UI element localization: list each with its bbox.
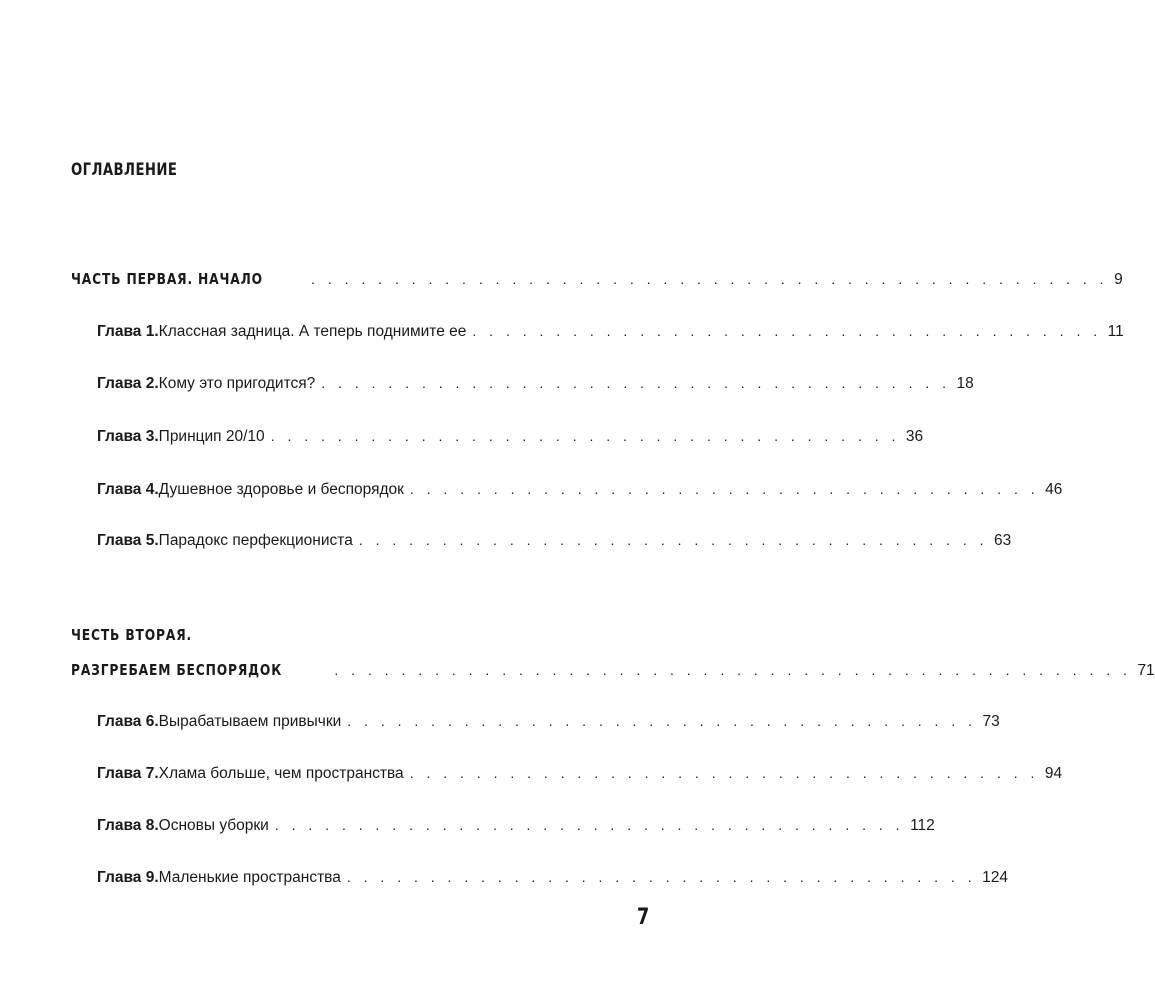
- toc-chapter-8[interactable]: [97, 817, 935, 835]
- page-number: 63: [994, 532, 1012, 549]
- dot-leader: . . . . . . . . . . . . . . . . . . . . . . . . . . . . . . . . . . . . . .: [274, 817, 905, 833]
- page-number: 112: [910, 817, 935, 834]
- dot-leader: . . . . . . . . . . . . . . . . . . . . . . . . . . . . . . . . . . . . . . . . . . . . . . . .: [334, 662, 1132, 678]
- chapter-label: Глава 7.: [97, 765, 159, 782]
- dot-leader: . . . . . . . . . . . . . . . . . . . . . . . . . . . . . . . . . . . . . .: [472, 323, 1102, 339]
- page-number: 11: [1107, 323, 1124, 340]
- chapter-title: Кому это пригодится?: [158, 375, 316, 392]
- chapter-label: Глава 8.: [97, 817, 159, 834]
- page-number: 9: [1114, 271, 1123, 288]
- chapter-title: Маленькие пространства: [158, 869, 341, 886]
- toc-part-2[interactable]: [71, 661, 1155, 680]
- dot-leader: . . . . . . . . . . . . . . . . . . . . . . . . . . . . . . . . . . . . . .: [347, 713, 977, 729]
- page-number: 46: [1045, 481, 1063, 498]
- part-title: ЧАСТЬ ПЕРВАЯ. НАЧАЛО: [71, 270, 263, 288]
- page-number: 71: [1137, 662, 1155, 679]
- page-number: 73: [982, 713, 1000, 730]
- dot-leader: . . . . . . . . . . . . . . . . . . . . . . . . . . . . . . . . . . . . . . . . . . . . . . . .: [311, 271, 1109, 287]
- chapter-label: Глава 3.: [97, 428, 159, 445]
- toc-chapter-2[interactable]: [97, 375, 974, 393]
- chapter-label: Глава 2.: [97, 375, 159, 392]
- toc-chapter-9[interactable]: [97, 869, 1008, 887]
- chapter-title: Принцип 20/10: [158, 428, 265, 445]
- dot-leader: . . . . . . . . . . . . . . . . . . . . . . . . . . . . . . . . . . . . . .: [270, 428, 900, 444]
- page-number: 18: [956, 375, 974, 392]
- chapter-label: Глава 9.: [97, 869, 159, 886]
- toc-chapter-7[interactable]: [97, 765, 1063, 783]
- chapter-title: Хлама больше, чем пространства: [158, 765, 404, 782]
- dot-leader: . . . . . . . . . . . . . . . . . . . . . . . . . . . . . . . . . . . . . .: [346, 869, 977, 885]
- chapter-title: Классная задница. А теперь поднимите ее: [158, 323, 467, 340]
- dot-leader: . . . . . . . . . . . . . . . . . . . . . . . . . . . . . . . . . . . . . .: [358, 532, 989, 548]
- toc-chapter-4[interactable]: [97, 481, 1063, 499]
- page-number: 124: [982, 869, 1008, 886]
- chapter-title: Парадокс перфекциониста: [158, 532, 353, 549]
- page-number: 94: [1044, 765, 1063, 782]
- toc-chapter-1[interactable]: [97, 323, 1124, 341]
- chapter-title: Вырабатываем привычки: [158, 713, 342, 730]
- part-2-title-line-1: ЧЕСТЬ ВТОРАЯ.: [71, 626, 192, 644]
- part-title: РАЗГРЕБАЕМ БЕСПОРЯДОК: [71, 661, 283, 679]
- chapter-title: Основы уборки: [158, 817, 269, 834]
- chapter-label: Глава 4.: [97, 481, 159, 498]
- page-folio: 7: [637, 905, 650, 930]
- chapter-label: Глава 5.: [97, 532, 159, 549]
- toc-chapter-6[interactable]: [97, 713, 1000, 731]
- toc-part-1[interactable]: [71, 270, 1123, 289]
- toc-heading: ОГЛАВЛЕНИЕ: [71, 160, 178, 180]
- dot-leader: . . . . . . . . . . . . . . . . . . . . . . . . . . . . . . . . . . . . . .: [409, 765, 1039, 781]
- chapter-title: Душевное здоровье и беспорядок: [158, 481, 404, 498]
- toc-chapter-5[interactable]: [97, 532, 1012, 550]
- chapter-label: Глава 6.: [97, 713, 159, 730]
- toc-chapter-3[interactable]: [97, 428, 924, 446]
- dot-leader: . . . . . . . . . . . . . . . . . . . . . . . . . . . . . . . . . . . . . .: [409, 481, 1040, 497]
- page-number: 36: [905, 428, 924, 445]
- chapter-label: Глава 1.: [97, 323, 159, 340]
- dot-leader: . . . . . . . . . . . . . . . . . . . . . . . . . . . . . . . . . . . . . .: [321, 375, 951, 391]
